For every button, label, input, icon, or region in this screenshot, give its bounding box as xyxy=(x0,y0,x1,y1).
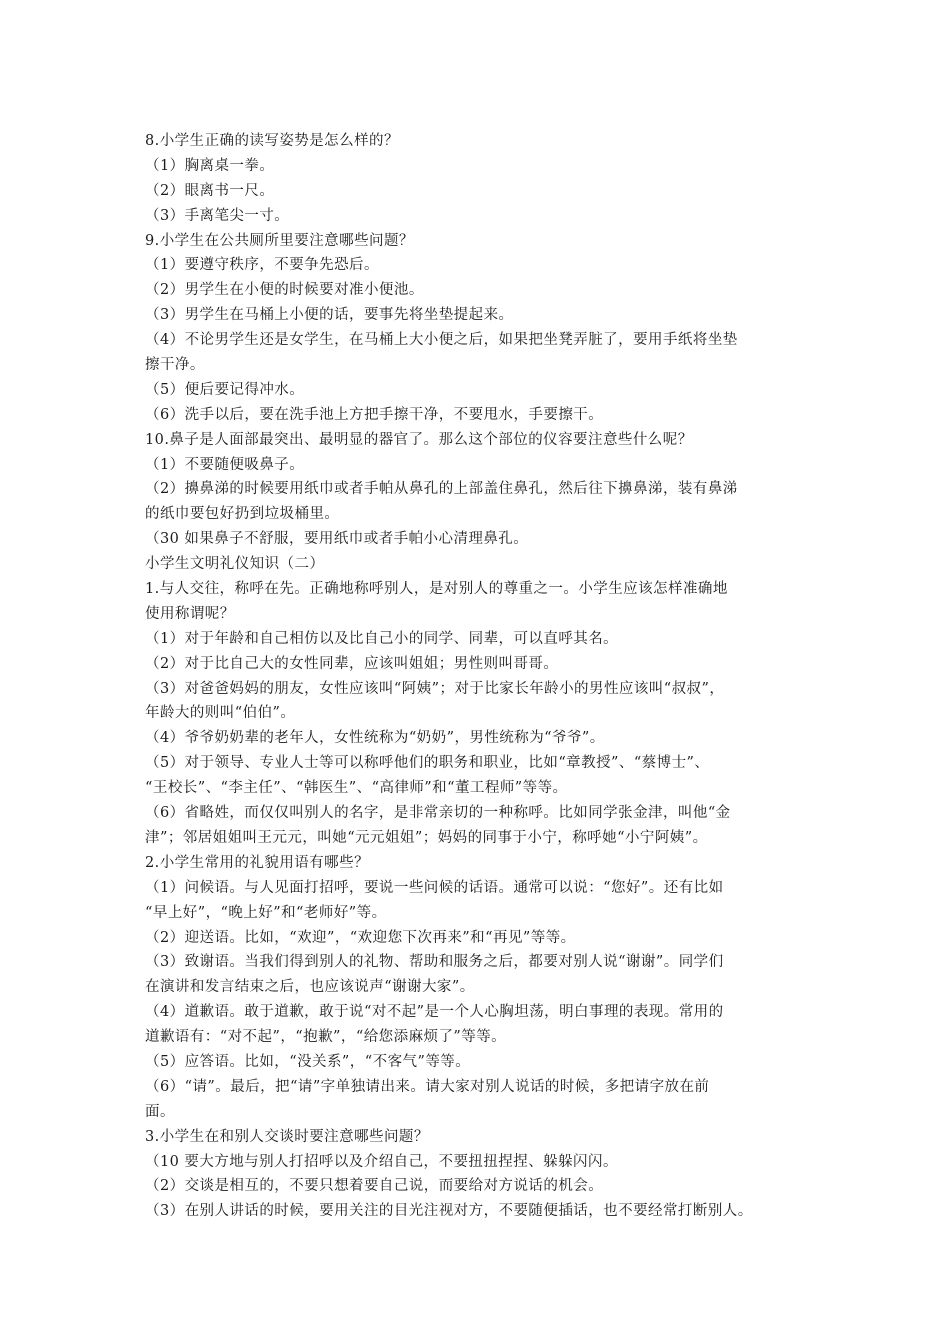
text-line: （6）省略姓，而仅仅叫别人的名字，是非常亲切的一种称呼。比如同学张金津，叫他“金 xyxy=(145,805,731,822)
text-line: （1）问候语。与人见面打招呼，要说一些问候的话语。通常可以说：“您好”。还有比如 xyxy=(145,879,724,896)
text-line: （1）对于年龄和自己相仿以及比自己小的同学、同辈，可以直呼其名。 xyxy=(145,630,619,647)
text-line: 1.与人交往，称呼在先。正确地称呼别人，是对别人的尊重之一。小学生应该怎样准确地 xyxy=(145,581,728,598)
text-line: （30 如果鼻子不舒服，要用纸巾或者手帕小心清理鼻孔。 xyxy=(145,531,529,548)
text-line: （1）要遵守秩序，不要争先恐后。 xyxy=(145,257,379,274)
text-line: （3）男学生在马桶上小便的话，要事先将坐垫提起来。 xyxy=(145,307,514,324)
text-line: （4）爷爷奶奶辈的老年人，女性统称为“奶奶”，男性统称为“爷爷”。 xyxy=(145,730,605,747)
text-line: （4）道歉语。敢于道歉，敢于说“对不起”是一个人心胸坦荡，明白事理的表现。常用的 xyxy=(145,1004,724,1021)
text-line: 擦干净。 xyxy=(145,357,205,374)
text-line: （1）胸离桌一拳。 xyxy=(145,157,275,174)
text-line: （2）眼离书一尺。 xyxy=(145,182,275,199)
text-line: （1）不要随便吸鼻子。 xyxy=(145,456,305,473)
text-line: 小学生文明礼仪知识（二） xyxy=(145,556,325,573)
text-line: 2.小学生常用的礼貌用语有哪些？ xyxy=(145,854,370,871)
text-line: （6）“请”。最后，把“请”字单独请出来。请大家对别人说话的时候，多把请字放在前 xyxy=(145,1078,710,1095)
text-line: “王校长”、“李主任”、“韩医生”、“高律师”和“董工程师”等等。 xyxy=(145,780,568,797)
text-line: （3）手离笔尖一寸。 xyxy=(145,207,290,224)
text-line: 9.小学生在公共厕所里要注意哪些问题？ xyxy=(145,232,414,249)
text-line: （5）便后要记得冲水。 xyxy=(145,381,305,398)
text-line: （3）对爸爸妈妈的朋友，女性应该叫“阿姨”；对于比家长年龄小的男性应该叫“叔叔”， xyxy=(145,680,725,697)
text-line: 年龄大的则叫“伯伯”。 xyxy=(145,705,296,722)
text-line: （2）迎送语。比如，“欢迎”，“欢迎您下次再来”和“再见”等等。 xyxy=(145,929,576,946)
text-line: 使用称谓呢？ xyxy=(145,605,235,622)
text-line: （2）男学生在小便的时候要对准小便池。 xyxy=(145,282,424,299)
text-line: （3）在别人讲话的时候，要用关注的目光注视对方，不要随便插话，也不要经常打断别人。 xyxy=(145,1203,753,1220)
text-line: （2）擤鼻涕的时候要用纸巾或者手帕从鼻孔的上部盖住鼻孔，然后往下擤鼻涕，装有鼻涕 xyxy=(145,481,738,498)
text-line: 8.小学生正确的读写姿势是怎么样的？ xyxy=(145,133,399,149)
document-page xyxy=(145,129,817,1224)
text-line: 的纸巾要包好扔到垃圾桶里。 xyxy=(145,506,340,523)
text-line: 3.小学生在和别人交谈时要注意哪些问题？ xyxy=(145,1128,429,1145)
text-line: 道歉语有：“对不起”，“抱歉”，“给您添麻烦了”等等。 xyxy=(145,1029,507,1046)
text-line: （2）对于比自己大的女性同辈，应该叫姐姐；男性则叫哥哥。 xyxy=(145,655,559,672)
text-line: “早上好”，“晚上好”和“老师好”等。 xyxy=(145,904,387,921)
text-line: （3）致谢语。当我们得到别人的礼物、帮助和服务之后，都要对别人说“谢谢”。同学们 xyxy=(145,954,724,971)
text-line: （4）不论男学生还是女学生，在马桶上大小便之后，如果把坐凳弄脏了，要用手纸将坐垫 xyxy=(145,332,738,349)
text-line: （5）应答语。比如，“没关系”，“不客气”等等。 xyxy=(145,1053,471,1070)
text-line: 津”；邻居姐姐叫王元元，叫她“元元姐姐”；妈妈的同事于小宁，称呼她“小宁阿姨”。 xyxy=(145,829,708,846)
text-line: 面。 xyxy=(145,1103,175,1120)
text-line: 在演讲和发言结束之后，也应该说声“谢谢大家”。 xyxy=(145,979,475,996)
text-line: （10 要大方地与别人打招呼以及介绍自己，不要扭扭捏捏、躲躲闪闪。 xyxy=(145,1153,618,1170)
text-line: （5）对于领导、专业人士等可以称呼他们的职务和职业，比如“章教授”、“蔡博士”、 xyxy=(145,755,710,772)
text-line: （2）交谈是相互的，不要只想着要自己说，而要给对方说话的机会。 xyxy=(145,1178,604,1195)
text-line: （6）洗手以后，要在洗手池上方把手擦干净，不要甩水，手要擦干。 xyxy=(145,406,604,423)
text-line: 10.鼻子是人面部最突出、最明显的器官了。那么这个部位的仪容要注意些什么呢？ xyxy=(145,431,693,448)
